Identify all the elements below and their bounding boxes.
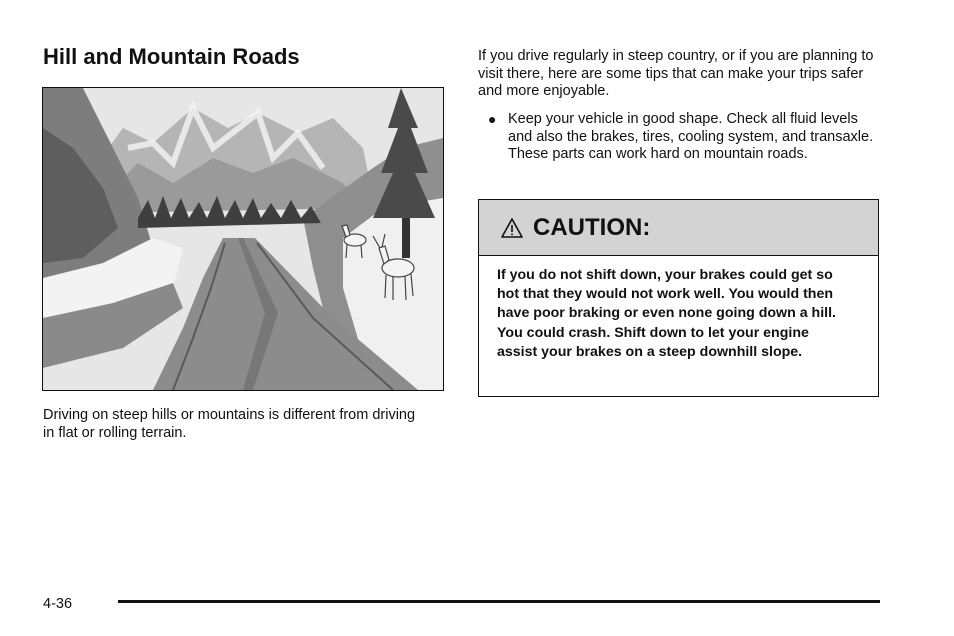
bullet-icon: ● bbox=[488, 111, 497, 127]
caution-box bbox=[478, 199, 879, 397]
tips-list bbox=[478, 111, 878, 164]
illustration-caption: Driving on steep hills or mountains is different from driving in flat or rolling terrain. bbox=[43, 407, 416, 441]
page-title: Hill and Mountain Roads bbox=[43, 44, 300, 69]
page-number: 4-36 bbox=[43, 596, 73, 612]
list-item bbox=[478, 111, 878, 164]
caution-body: If you do not shift down, your brakes could get so hot that they would not work well. You would then have poor braking or even none going down a hill. You could crash. Shift down to let your engine assist your brakes on a steep downhill slope. bbox=[497, 267, 836, 360]
intro-paragraph: If you drive regularly in steep country, or if you are planning to visit there, here are some tips that can make your trips safer and more enjoyable. bbox=[478, 48, 874, 99]
caution-title: CAUTION: bbox=[533, 213, 651, 241]
mountain-road-illustration bbox=[42, 87, 444, 391]
caution-header bbox=[479, 200, 878, 256]
warning-triangle-icon bbox=[501, 217, 523, 239]
list-item-text: Keep your vehicle in good shape. Check all fluid levels and also the brakes, tires, cooling system, and transaxle. These parts can work hard on mountain roads. bbox=[508, 111, 874, 162]
footer-rule bbox=[118, 600, 880, 603]
